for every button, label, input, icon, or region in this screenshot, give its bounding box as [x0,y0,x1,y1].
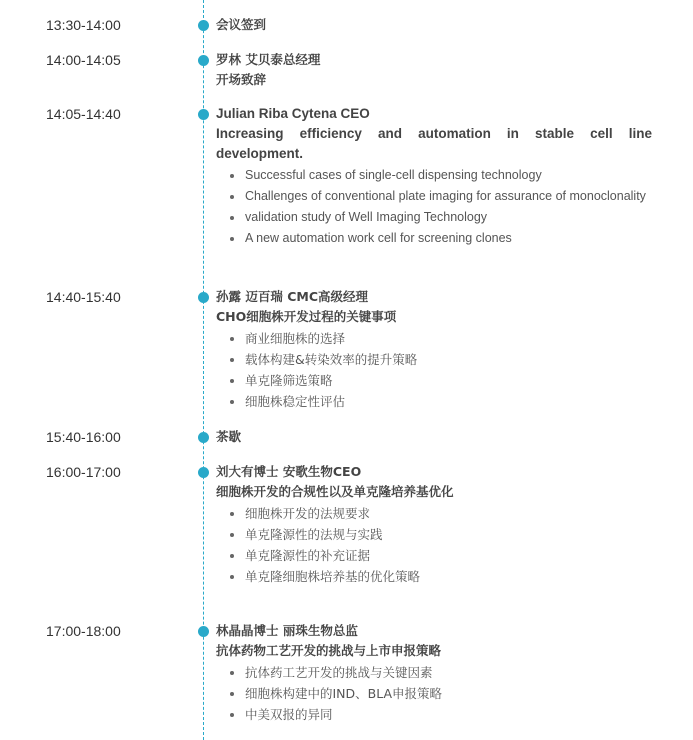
time-slot: 14:40-15:40 [46,289,121,305]
timeline-dot [198,292,209,303]
speaker: 林晶晶博士 丽珠生物总监 [216,623,358,638]
topic-item: 商业细胞株的选择 [245,328,652,349]
talk-title: 细胞株开发的合规性以及单克隆培养基优化 [216,484,454,499]
topic-item: A new automation work cell for screening clones [245,228,652,249]
topic-item: Challenges of conventional plate imaging for assurance of monoclonality [245,186,652,207]
topic-item: 细胞株开发的法规要求 [245,503,652,524]
speaker: 孙露 迈百瑞 CMC高级经理 [216,289,368,304]
speaker: Julian Riba Cytena CEO [216,106,370,121]
timeline-dot [198,55,209,66]
entry-content [216,462,652,587]
topic-item: Successful cases of single-cell dispensing technology [245,165,652,186]
topic-item: 单克隆细胞株培养基的优化策略 [245,566,652,587]
talk-title: CHO细胞株开发过程的关键事项 [216,309,397,324]
talk-title: 抗体药物工艺开发的挑战与上市申报策略 [216,643,442,658]
timeline-dot [198,626,209,637]
topic-item: 载体构建&转染效率的提升策略 [245,349,652,370]
entry-content [216,104,652,249]
entry-title: 茶歇 [216,429,242,444]
topic-list [216,503,652,587]
time-slot: 13:30-14:00 [46,17,121,33]
timeline-dot [198,109,209,120]
topic-item: 细胞株稳定性评估 [245,391,652,412]
topic-list [216,165,652,249]
time-slot: 17:00-18:00 [46,623,121,639]
speaker: 刘大有博士 安歌生物CEO [216,464,362,479]
timeline-dot [198,20,209,31]
time-slot: 16:00-17:00 [46,464,121,480]
entry-content [216,287,652,412]
entry-content [216,50,652,90]
topic-item: 中美双报的异同 [245,704,652,725]
talk-title: Increasing efficiency and automation in stable cell line [216,126,652,141]
time-slot: 14:00-14:05 [46,52,121,68]
topic-list [216,328,652,412]
entry-title: 会议签到 [216,17,267,32]
topic-item: 单克隆源性的补充证据 [245,545,652,566]
talk-title: 开场致辞 [216,72,267,87]
entry-content [216,427,652,447]
topic-item: 单克隆源性的法规与实践 [245,524,652,545]
topic-item: 抗体药工艺开发的挑战与关键因素 [245,662,652,683]
topic-item: 细胞株构建中的IND、BLA申报策略 [245,683,652,704]
speaker: 罗林 艾贝泰总经理 [216,52,321,67]
time-slot: 14:05-14:40 [46,106,121,122]
time-slot: 15:40-16:00 [46,429,121,445]
talk-title-continued: development. [216,146,304,161]
timeline-dot [198,432,209,443]
timeline-dot [198,467,209,478]
topic-item: 单克隆筛选策略 [245,370,652,391]
topic-list [216,662,652,725]
entry-content [216,15,652,35]
entry-content [216,621,652,725]
topic-item: validation study of Well Imaging Technology [245,207,652,228]
